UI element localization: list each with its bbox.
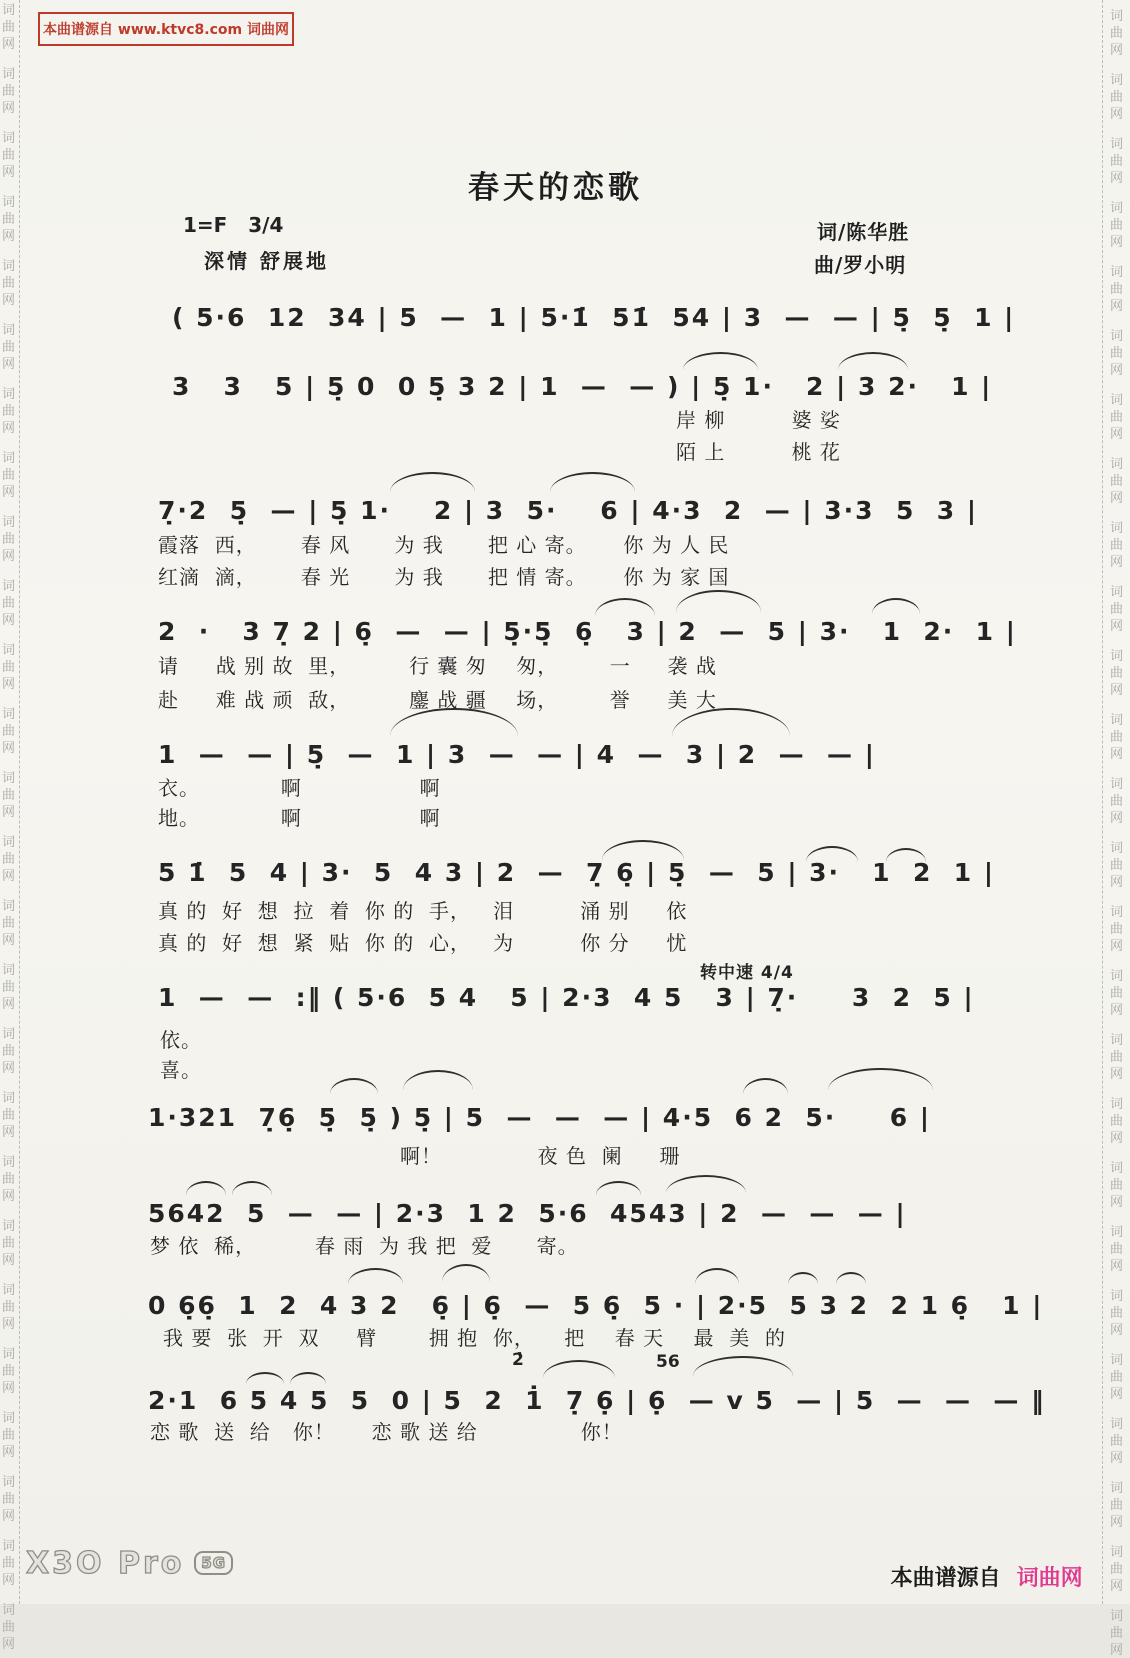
notation-line-4: 2 · 3 7̣ 2 | 6̣ — — | 5̣·5̣ 6̣ 3 | 2 — 5 | 3· 1 2· 1 | (158, 617, 1017, 646)
slur-arc (683, 352, 758, 370)
lyrics-line: 霞落 西， 春 风 为 我 把 心 寄。 你 为 人 民 (158, 533, 730, 557)
tempo-change-marking: 转中速 4/4 (700, 963, 794, 983)
slur-arc (390, 472, 475, 492)
notation-line-2: 3 3 5 | 5̣ 0 0 5̣ 3 2 | 1 — — ) | 5̣ 1· 2 | 3 2· 1 | (172, 372, 993, 401)
lyrics-line: 喜。 (160, 1058, 202, 1082)
notation-line-9: 5642 5 — — | 2·3 1 2 5·6 4543 | 2 — — — | (148, 1199, 907, 1228)
slur-arc (290, 1372, 326, 1384)
lyrics-line: 请 战 别 故 里， 行 囊 匆 匆， 一 袭 战 (158, 654, 717, 678)
lyrics-line: 红滴 滴， 春 光 为 我 把 情 寄。 你 为 家 国 (158, 565, 730, 589)
watermark-column-left: 词 曲 网 词 曲 网 词 曲 网 词 曲 网 词 曲 网 词 曲 网 词 曲 网 词 曲 网 词 曲 网 词 曲 网 词 曲 网 词 曲 网 词 曲 网 词 曲 网 词 曲 网 词 曲 网 词 曲 网 词 曲 网 词 曲 网 词 曲 网 词 曲 网 词 曲 网 词 曲 网 词 曲 网 词 曲 网 词 曲 网 (2, 3, 16, 1652)
slur-arc (186, 1181, 226, 1195)
source-footer-brand: 词曲网 (1016, 1566, 1083, 1591)
notation-line-5: 1 — — | 5̣ — 1 | 3 — — | 4 — 3 | 2 — — | (158, 740, 876, 769)
slur-arc (246, 1372, 284, 1384)
slur-arc (330, 1078, 378, 1094)
source-footer (860, 1536, 1083, 1617)
source-header-box (38, 12, 294, 46)
notation-line-8: 1·321 7̣6̣ 5̣ 5̣ ) 5̣ | 5 — — — | 4·5 6 2 5· 6 | (148, 1103, 932, 1132)
slur-arc (672, 708, 790, 736)
notation-line-1: ( 5·6 12 34 | 5 — 1 | 5·1̇ 51̇ 54 | 3 — — | 5̣ 5̣ 1 | (172, 303, 1016, 332)
song-title: 春天的恋歌 (468, 170, 643, 206)
slur-arc (595, 598, 655, 616)
slur-arc (695, 1268, 739, 1284)
notation-line-10: 0 6̣6̣ 1 2 4 3 2 6̣ | 6̣ — 5 6̣ 5 · | 2·5 5 3 2 2 1 6̣ 1 | (148, 1291, 1044, 1320)
slur-arc (743, 1078, 788, 1094)
camera-watermark (26, 1546, 233, 1581)
lyrics-line: 梦 依 稀， 春 雨 为 我 把 爱 寄。 (150, 1234, 579, 1258)
lyrics-line: 真 的 好 想 拉 着 你 的 手， 泪 涌 别 依 (158, 899, 688, 923)
slur-arc (836, 1272, 866, 1284)
lyrics-line: 赴 难 战 顽 敌， 鏖 战 疆 场， 誉 美 大 (158, 688, 717, 712)
right-dashed-rule (1102, 0, 1103, 1604)
slur-arc (348, 1268, 403, 1284)
slur-arc (838, 352, 908, 370)
slur-arc (543, 1360, 615, 1378)
notation-line-6: 5 1̇ 5 4 | 3· 5 4 3 | 2 — 7̣ 6̣ | 5̣ — 5 | 3· 1 2 1 | (158, 858, 995, 887)
lyrics-line: 恋 歌 送 给 你！ 恋 歌 送 给 你！ (150, 1420, 623, 1444)
lyrics-line: 依。 (160, 1028, 202, 1052)
lyricist-credit: 词/陈华胜 (817, 220, 910, 244)
composer-credit: 曲/罗小明 (814, 253, 907, 277)
slur-arc (602, 840, 684, 860)
camera-model-text: X3O Pro (26, 1546, 185, 1581)
slur-arc (596, 1181, 641, 1195)
grace-note: 56 (656, 1352, 680, 1372)
slur-arc (872, 598, 920, 614)
source-footer-text: 本曲谱源自 (890, 1566, 1001, 1591)
slur-arc (550, 472, 635, 492)
key-time-signature: 1=F 3/4 (183, 213, 284, 237)
lyrics-line: 真 的 好 想 紧 贴 你 的 心， 为 你 分 忧 (158, 931, 688, 955)
notation-line-11: 2·1 6 5 4 5 5 0 | 5 2 1̇ 7̣ 6̣ | 6̣ — v 5 — | 5 — — — ‖ (148, 1386, 1046, 1415)
grace-note: 2̇ (512, 1350, 524, 1370)
lyrics-line: 陌 上 桃 花 (676, 440, 841, 464)
left-dashed-rule (19, 0, 20, 1604)
notation-line-7: 1 — — :‖ ( 5·6 5 4 5 | 2·3 4 5 3 | 7̣· 3 2 5 | (158, 983, 975, 1012)
watermark-column-right: 词 曲 网 词 曲 网 词 曲 网 词 曲 网 词 曲 网 词 曲 网 词 曲 网 词 曲 网 词 曲 网 词 曲 网 词 曲 网 词 曲 网 词 曲 网 词 曲 网 词 曲 网 词 曲 网 词 曲 网 词 曲 网 词 曲 网 词 曲 网 词 曲 网 词 曲 网 词 曲 网 词 曲 网 词 曲 网 词 曲 网 (1110, 9, 1124, 1658)
slur-arc (232, 1181, 272, 1195)
5g-badge: 5G (194, 1551, 233, 1575)
slur-arc (886, 848, 926, 862)
slur-arc (806, 846, 858, 862)
slur-arc (788, 1272, 818, 1284)
notation-line-3: 7̣·2 5̣ — | 5̣ 1· 2 | 3 5· 6 | 4·3 2 — | 3·3 5 3 | (158, 496, 978, 525)
lyrics-line: 地。 啊 啊 (158, 806, 441, 830)
slur-arc (390, 708, 518, 736)
lyrics-line: 我 要 张 开 双 臂 拥 抱 你， 把 春 天 最 美 的 (163, 1326, 786, 1350)
slur-arc (828, 1068, 933, 1090)
slur-arc (666, 1175, 746, 1193)
source-header-text: 本曲谱源自 www.ktvc8.com 词曲网 (43, 22, 289, 38)
lyrics-line: 岸 柳 婆 娑 (676, 408, 841, 432)
slur-arc (442, 1264, 490, 1282)
lyrics-line: 啊！ 夜 色 阑 珊 (400, 1144, 681, 1168)
expression-marking: 深情 舒展地 (204, 249, 329, 273)
lyrics-line: 衣。 啊 啊 (158, 776, 441, 800)
slur-arc (403, 1070, 473, 1090)
slur-arc (676, 590, 761, 612)
slur-arc (693, 1356, 793, 1376)
